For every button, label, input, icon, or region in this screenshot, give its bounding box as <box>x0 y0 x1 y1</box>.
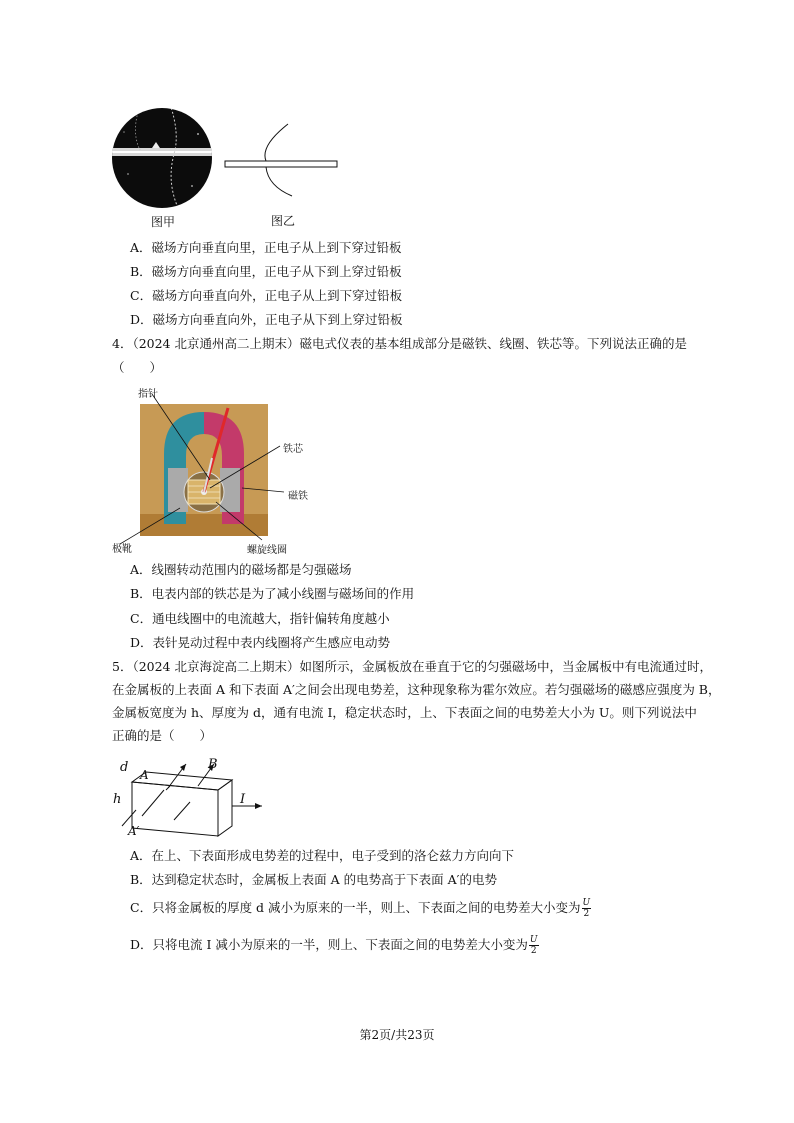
q3-option-b: B．磁场方向垂直向里，正电子从下到上穿过铅板 <box>130 264 402 279</box>
q4-stem-line1: 4．（2024 北京通州高二上期末）磁电式仪表的基本组成部分是磁铁、线圈、铁芯等。下列说法正确的是 <box>112 336 687 351</box>
q5-stem-line2: 在金属板的上表面 A 和下表面 A′之间会出现电势差，这种现象称为霍尔效应。若匀强磁场的磁感应强度为 B， <box>112 682 721 697</box>
fig-label-a: A <box>140 768 149 782</box>
q4-meter-figure <box>112 384 332 556</box>
fig-label-i: I <box>240 792 246 807</box>
figure-jia-photo <box>108 104 216 212</box>
q3-option-c: C．磁场方向垂直向外，正电子从上到下穿过铅板 <box>130 288 403 303</box>
label-magnet: 磁铁 <box>288 491 308 502</box>
fraction-u-over-2: $\frac{U}{2}$ <box>582 898 591 919</box>
q4-option-b: B．电表内部的铁芯是为了减小线圈与磁场间的作用 <box>130 586 415 601</box>
figure-yi-label: 图乙 <box>271 214 296 228</box>
label-pole-shoe: 极靴 <box>112 544 132 555</box>
q5-stem-line3: 金属板宽度为 h、厚度为 d，通有电流 I，稳定状态时，上、下表面之间的电势差大小为 U。则下列说法中 <box>112 705 697 720</box>
fig-label-d: d <box>120 760 129 775</box>
q5-option-d: D．只将电流 I 减小为原来的一半，则上、下表面之间的电势差大小变为 <box>130 937 528 952</box>
q4-option-c: C．通电线圈中的电流越大，指针偏转角度越小 <box>130 611 390 626</box>
q4-option-d: D．表针晃动过程中表内线圈将产生感应电动势 <box>130 635 391 650</box>
fig-label-b: B <box>208 757 218 772</box>
q4-option-a: A．线圈转动范围内的磁场都是匀强磁场 <box>130 562 352 577</box>
q5-option-c: C．只将金属板的厚度 d 减小为原来的一半，则上、下表面之间的电势差大小变为 <box>130 900 581 915</box>
q5-option-d-row <box>130 935 539 956</box>
page-footer: 第2页/共23页 <box>359 1028 435 1042</box>
q4-stem-line2: （ ） <box>112 360 163 375</box>
label-iron-core: 铁芯 <box>283 444 303 455</box>
q5-stem-line1: 5．（2024 北京海淀高二上期末）如图所示，金属板放在垂直于它的匀强磁场中，当金属板中有电流通过时， <box>112 659 712 674</box>
fig-label-a-prime: A′ <box>128 824 140 838</box>
label-pointer: 指针 <box>138 389 158 400</box>
fraction-u-over-2: $\frac{U}{2}$ <box>529 935 538 956</box>
q5-option-c-row <box>130 898 591 919</box>
q5-stem-line4: 正确的是（ ） <box>112 728 213 743</box>
q3-option-d: D．磁场方向垂直向外，正电子从下到上穿过铅板 <box>130 312 403 327</box>
q5-option-b: B．达到稳定状态时，金属板上表面 A 的电势高于下表面 A′的电势 <box>130 872 497 887</box>
fig-label-h: h <box>113 792 122 807</box>
q3-option-a: A．磁场方向垂直向里，正电子从上到下穿过铅板 <box>130 240 402 255</box>
q5-option-a: A．在上、下表面形成电势差的过程中，电子受到的洛仑兹力方向向下 <box>130 848 515 863</box>
label-coil: 螺旋线圈 <box>247 545 287 556</box>
figure-yi-diagram <box>222 120 344 200</box>
q5-stem <box>112 655 721 747</box>
figure-jia-label: 图甲 <box>151 215 176 229</box>
